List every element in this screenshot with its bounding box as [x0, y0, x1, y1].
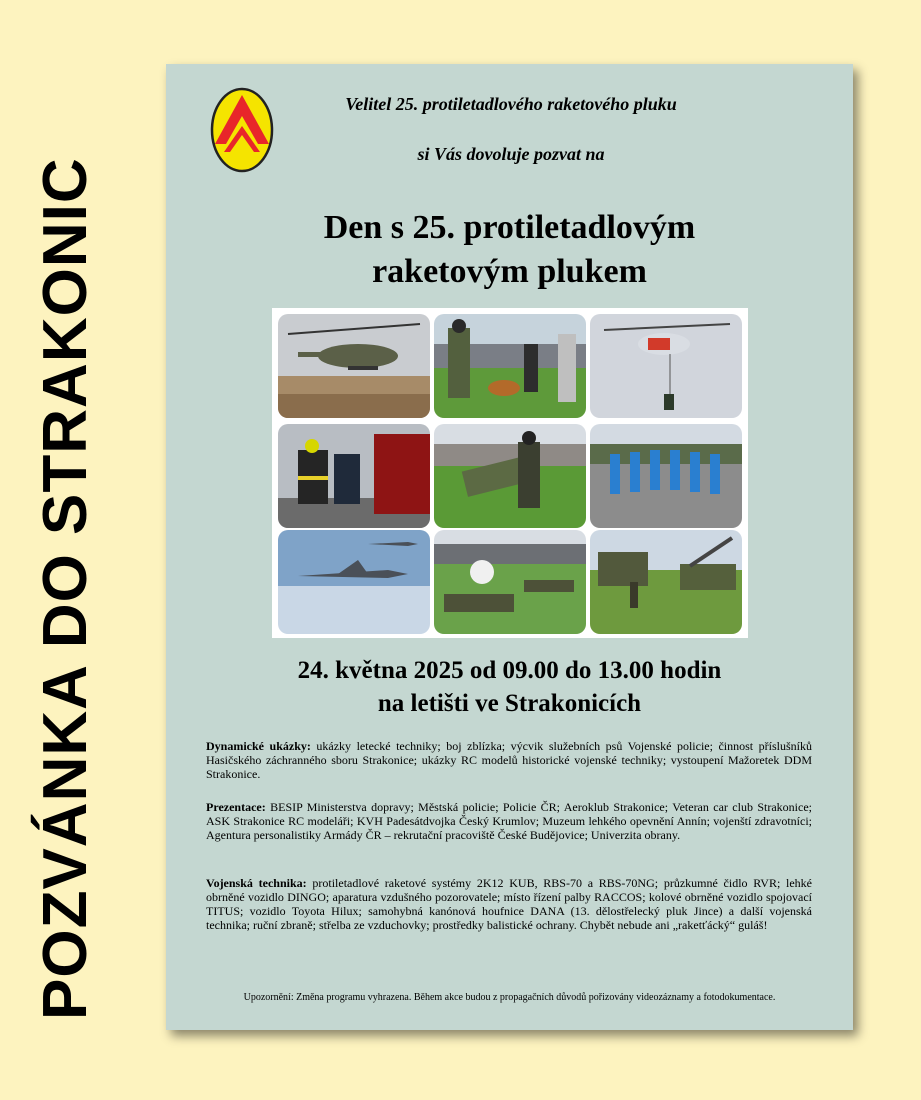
notice: Upozornění: Změna programu vyhrazena. Během akce budou z propagačních důvodů pořizovány videozáznamy a fotodokumentace.: [243, 992, 776, 1003]
police-dog-photo: [434, 314, 586, 418]
invite-line-1: Velitel 25. protiletadlového raketového pluku: [345, 94, 677, 114]
military-vehicles-photo: [590, 530, 742, 634]
gripen-jets-photo: [278, 530, 430, 634]
rc-tanks-photo: [434, 530, 586, 634]
invite-line-2: si Vás dovoluje pozvat na: [417, 144, 605, 164]
photo-collage: [272, 308, 748, 638]
program-presentations: [206, 800, 812, 842]
program-text: BESIP Ministerstva dopravy; Městská policie; Policie ČR; Aeroklub Strakonice; Veteran car club Strakonice; ASK Strakonice RC modeláři; KVH Padesátdvojka Český Krumlov; Muzeum lehkého opevnění Annín; vojenští zdravotníci; Agentura personalistiky Armády ČR – rekrutační pracoviště České Budějovice; Univerzita obrany.: [206, 800, 813, 842]
program-label: Prezentace:: [206, 800, 266, 814]
event-place: na letišti ve Strakonicích: [377, 690, 642, 717]
event-date: 24. května 2025 od 09.00 do 13.00 hodin: [297, 657, 722, 684]
regiment-emblem-icon: [210, 86, 274, 174]
program-text: protiletadlové raketové systémy 2K12 KUB, RBS-70 a RBS-70NG; průzkumné čidlo RVR; lehké obrněné vozidlo DINGO; aparatura vzdušného pozorovatele; místo řízení palby RACCOS; kolové obrněné vozidlo spojovací TITUS; vozidlo Toyota Hilux; samohybná kanónová houfnice DANA (13. dělostřelecký pluk Jince) a další vojenská technika; ruční zbraně; střelba ze vzduchovky; prostředky balistické ochrany. Chybět nebude ani „raketťácký“ guláš!: [206, 876, 813, 932]
event-title-line-2: raketovým plukem: [372, 253, 647, 290]
close-combat-photo: [434, 424, 586, 528]
program-military-tech: [206, 876, 812, 932]
program-text: ukázky letecké techniky; boj zblízka; výcvik služebních psů Vojenské policie; činnost příslušníků Hasičského záchranného sboru Strakonice; ukázky RC modelů historické vojenské techniky; vystoupení Mažoretek DDM Strakonice.: [206, 739, 812, 781]
event-title: [166, 206, 853, 294]
helicopter-photo: [278, 314, 430, 418]
majorettes-photo: [590, 424, 742, 528]
event-date-place: [166, 654, 853, 720]
firefighters-photo: [278, 424, 430, 528]
rescue-helicopter-photo: [590, 314, 742, 418]
side-title: POZVÁNKA DO STRAKONIC: [31, 157, 100, 1020]
invitation-poster: [166, 64, 853, 1030]
program-label: Vojenská technika:: [206, 876, 307, 890]
program-label: Dynamické ukázky:: [206, 739, 311, 753]
program-dynamic-demos: [206, 739, 812, 781]
event-title-line-1: Den s 25. protiletadlovým: [323, 209, 696, 246]
